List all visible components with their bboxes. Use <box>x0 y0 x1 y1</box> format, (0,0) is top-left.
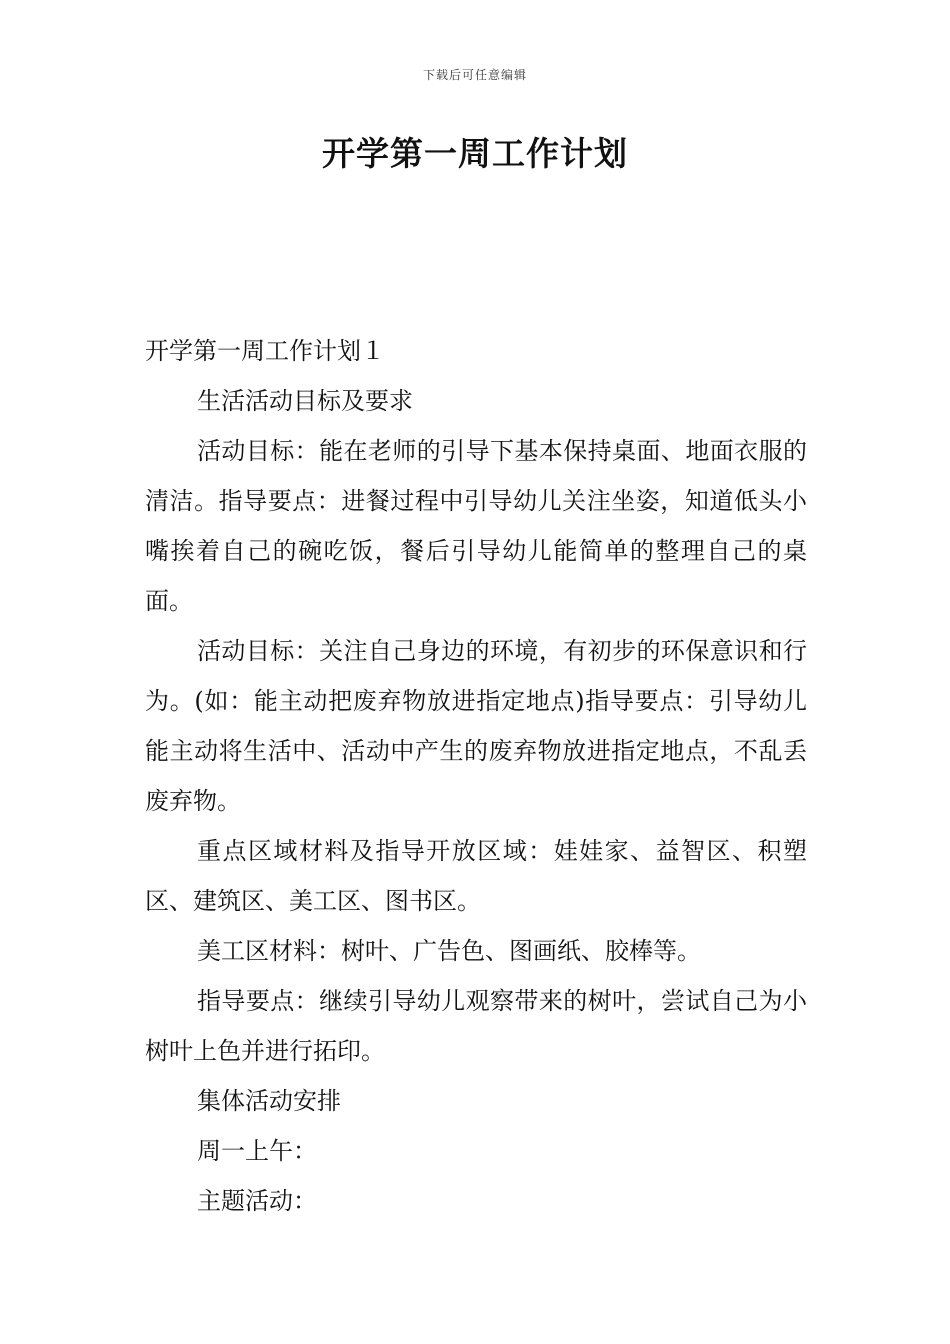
paragraph-activity-goal-cleanliness: 活动目标：能在老师的引导下基本保持桌面、地面衣服的清洁。指导要点：进餐过程中引导幼儿关注坐姿，知道低头小嘴挨着自己的碗吃饭，餐后引导幼儿能简单的整理自己的桌面。 <box>145 437 807 615</box>
page-header-note: 下载后可任意编辑 <box>422 68 527 82</box>
paragraph-guidance-points: 指导要点：继续引导幼儿观察带来的树叶，尝试自己为小树叶上色并进行拓印。 <box>145 987 807 1065</box>
paragraph-art-area-materials: 美工区材料：树叶、广告色、图画纸、胶棒等。 <box>197 937 701 965</box>
subheading-group-activities: 集体活动安排 <box>197 1087 341 1115</box>
section-heading: 开学第一周工作计划１ <box>145 337 385 365</box>
paragraph-key-areas: 重点区域材料及指导开放区域：娃娃家、益智区、积塑区、建筑区、美工区、图书区。 <box>145 837 807 915</box>
subheading-daily-activity-goals: 生活活动目标及要求 <box>197 387 413 415</box>
document-body <box>145 326 807 1226</box>
paragraph-theme-activity: 主题活动： <box>197 1187 317 1215</box>
paragraph-monday-morning: 周一上午： <box>197 1137 317 1165</box>
document-title: 开学第一周工作计划 <box>322 134 628 173</box>
paragraph-activity-goal-environment: 活动目标：关注自己身边的环境，有初步的环保意识和行为。(如：能主动把废弃物放进指定地点)指导要点：引导幼儿能主动将生活中、活动中产生的废弃物放进指定地点，不乱丢废弃物。 <box>145 637 807 815</box>
